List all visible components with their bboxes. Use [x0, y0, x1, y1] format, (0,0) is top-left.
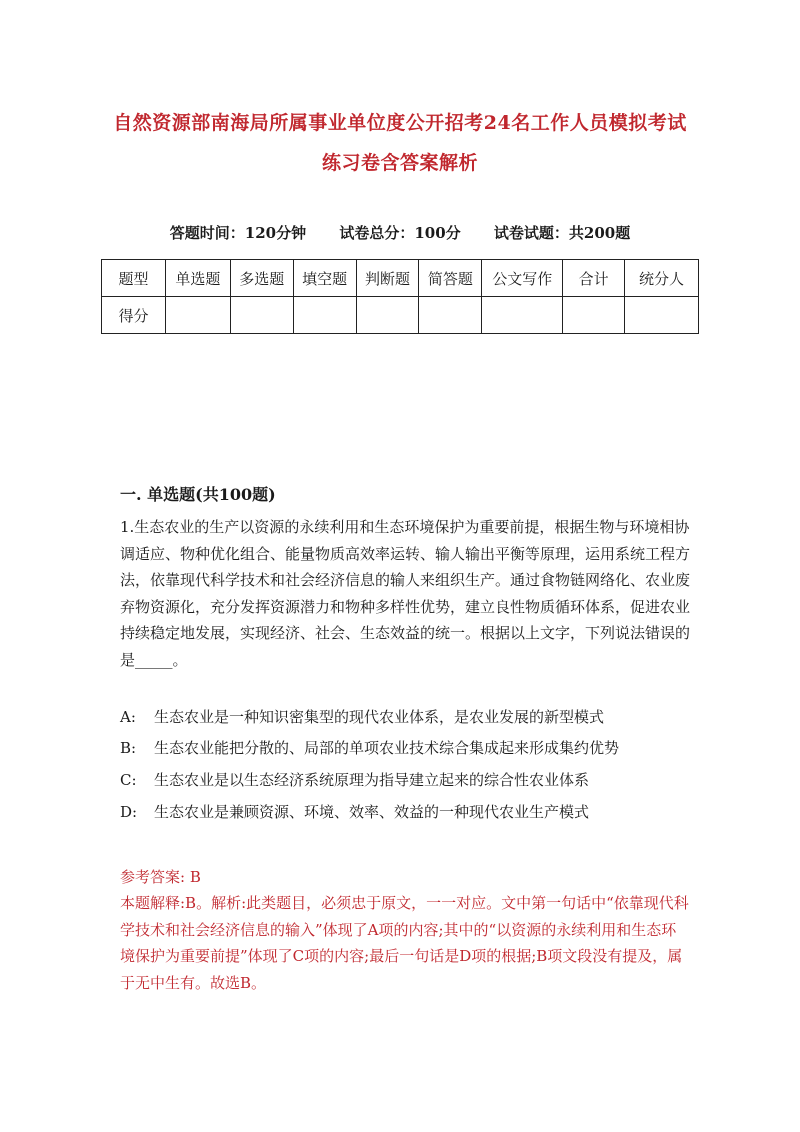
document-title-line1: 自然资源部南海局所属事业单位度公开招考24名工作人员模拟考试	[113, 112, 687, 134]
score-row-label: 得分	[102, 297, 166, 334]
option-text: 生态农业是一种知识密集型的现代农业体系，是农业发展的新型模式	[154, 708, 605, 726]
score-cell	[230, 297, 293, 334]
score-header-cell: 题型	[102, 260, 166, 297]
score-cell	[482, 297, 563, 334]
option-text: 生态农业是以生态经济系统原理为指导建立起来的综合性农业体系	[154, 771, 590, 789]
score-cell	[293, 297, 356, 334]
answer-analysis: 本题解释:B。解析:此类题目，必须忠于原文，一一对应。文中第一句话中“依靠现代科学技术和社会经济信息的输入”体现了A项的内容;其中的“以资源的永续利用和生态环境保护为重要前提”体现了C项的内容;最后一句话是D项的根据;B项文段没有提及，属于无中生有。故选B。	[120, 894, 689, 992]
exam-total-score: 试卷总分：100分	[339, 224, 461, 242]
score-header-cell: 判断题	[356, 260, 419, 297]
score-table-row	[102, 297, 699, 334]
score-header-cell: 统分人	[625, 260, 699, 297]
option-letter: C:	[120, 771, 137, 789]
exam-question-count: 试卷试题：共200题	[493, 224, 631, 242]
document-title-line2: 练习卷含答案解析	[321, 152, 478, 174]
score-header-cell: 简答题	[419, 260, 482, 297]
option-letter: A:	[120, 708, 136, 726]
option-b	[120, 735, 619, 761]
option-text: 生态农业是兼顾资源、环境、效率、效益的一种现代农业生产模式	[154, 803, 590, 821]
score-cell	[625, 297, 699, 334]
score-table-header-row	[102, 260, 699, 297]
score-cell	[563, 297, 625, 334]
question-text: 1.生态农业的生产以资源的永续利用和生态环境保护为重要前提，根据生物与环境相协调适应、物种优化组合、能量物质高效率运转、输人输出平衡等原理，运用系统工程方法，依靠现代科学技术和社会经济信息的输人来组织生产。通过食物链网络化、农业废弃物资源化，充分发挥资源潜力和物种多样性优势，建立良性物质循环体系，促进农业持续稳定地发展，实现经济、社会、生态效益的统一。根据以上文字，下列说法错误的是_____。	[120, 518, 691, 669]
score-header-cell: 公文写作	[482, 260, 563, 297]
option-text: 生态农业能把分散的、局部的单项农业技术综合集成起来形成集约优势	[154, 739, 620, 757]
score-cell	[165, 297, 230, 334]
section-title: 一. 单选题(共100题)	[120, 485, 276, 504]
score-header-cell: 单选题	[165, 260, 230, 297]
option-d	[120, 799, 589, 825]
option-c	[120, 767, 589, 793]
score-header-cell: 合计	[563, 260, 625, 297]
option-letter: B:	[120, 739, 137, 757]
exam-time: 答题时间：120分钟	[169, 224, 307, 242]
reference-answer: 参考答案: B	[120, 868, 201, 886]
score-header-cell: 填空题	[293, 260, 356, 297]
exam-meta	[100, 222, 700, 243]
option-letter: D:	[120, 803, 138, 821]
score-cell	[419, 297, 482, 334]
score-header-cell: 多选题	[230, 260, 293, 297]
score-cell	[356, 297, 419, 334]
score-table	[101, 259, 699, 334]
option-a	[120, 704, 604, 730]
